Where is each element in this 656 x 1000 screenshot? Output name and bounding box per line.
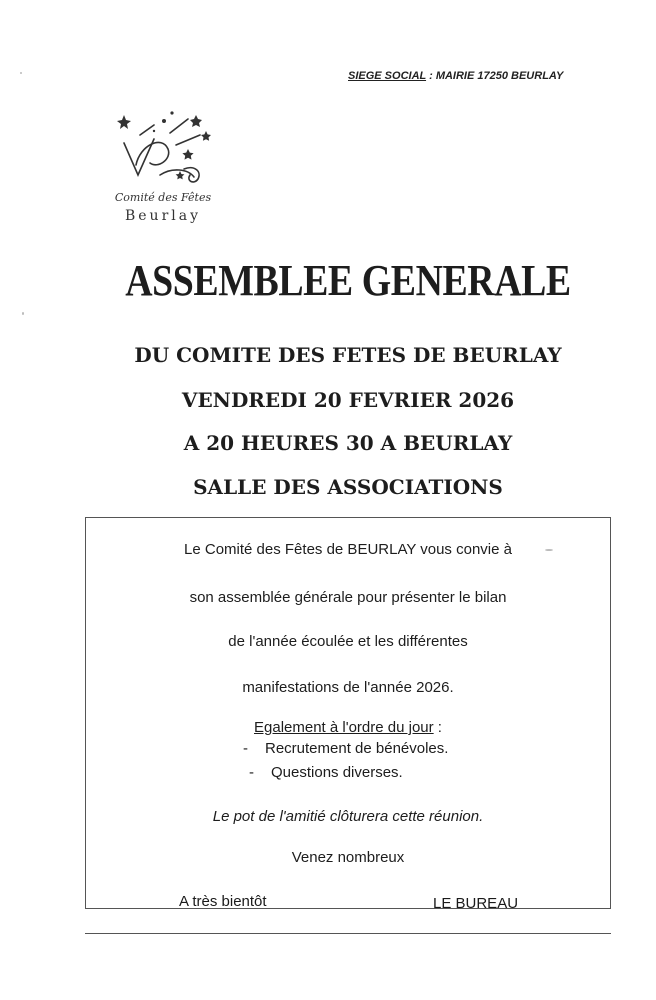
subtitle-venue: SALLE DES ASSOCIATIONS: [193, 475, 503, 499]
page-title: ASSEMBLEE GENERALE: [125, 256, 571, 305]
subtitle-date: VENDREDI 20 FEVRIER 2026: [181, 388, 515, 412]
list-bullet: -: [249, 764, 254, 781]
sign-off-right: LE BUREAU: [433, 895, 519, 912]
invitation-line-2: son assemblée générale pour présenter le bilan: [189, 589, 507, 606]
logo-text-comite: Comité des Fêtes: [114, 191, 212, 204]
scan-speck: [20, 72, 22, 74]
agenda-heading: [0, 719, 656, 736]
agenda-heading-colon: :: [433, 719, 442, 736]
scan-speck: [22, 312, 24, 315]
sign-off-left: A très bientôt: [179, 893, 267, 910]
invitation-line-4: manifestations de l'année 2026.: [242, 679, 454, 696]
invitation-line-3: de l'année écoulée et les différentes: [228, 633, 468, 650]
logo-text-beurlay: Beurlay: [124, 208, 201, 224]
bottom-divider: [85, 933, 611, 934]
closing-line: Le pot de l'amitié clôturera cette réunion.: [212, 808, 484, 825]
agenda-item-recruitment: Recrutement de bénévoles.: [265, 740, 449, 757]
scan-speck: [545, 549, 553, 551]
list-bullet: -: [243, 740, 248, 757]
siege-social-label: SIEGE SOCIAL: [348, 70, 427, 82]
list-item: [243, 740, 448, 757]
siege-social-line: [348, 70, 563, 82]
agenda-item-questions: Questions diverses.: [271, 764, 403, 781]
invitation-line-1: Le Comité des Fêtes de BEURLAY vous convie à: [184, 541, 512, 558]
fireworks-logo-icon: [110, 105, 214, 191]
comite-logo: [100, 105, 220, 233]
subtitle-organizer: DU COMITE DES FETES DE BEURLAY: [134, 343, 562, 367]
invite-line: Venez nombreux: [291, 849, 405, 866]
agenda-heading-label: Egalement à l'ordre du jour: [254, 719, 434, 736]
subtitle-time-place: A 20 HEURES 30 A BEURLAY: [183, 431, 513, 455]
list-item: [249, 764, 403, 781]
siege-social-address: : MAIRIE 17250 BEURLAY: [426, 70, 564, 82]
